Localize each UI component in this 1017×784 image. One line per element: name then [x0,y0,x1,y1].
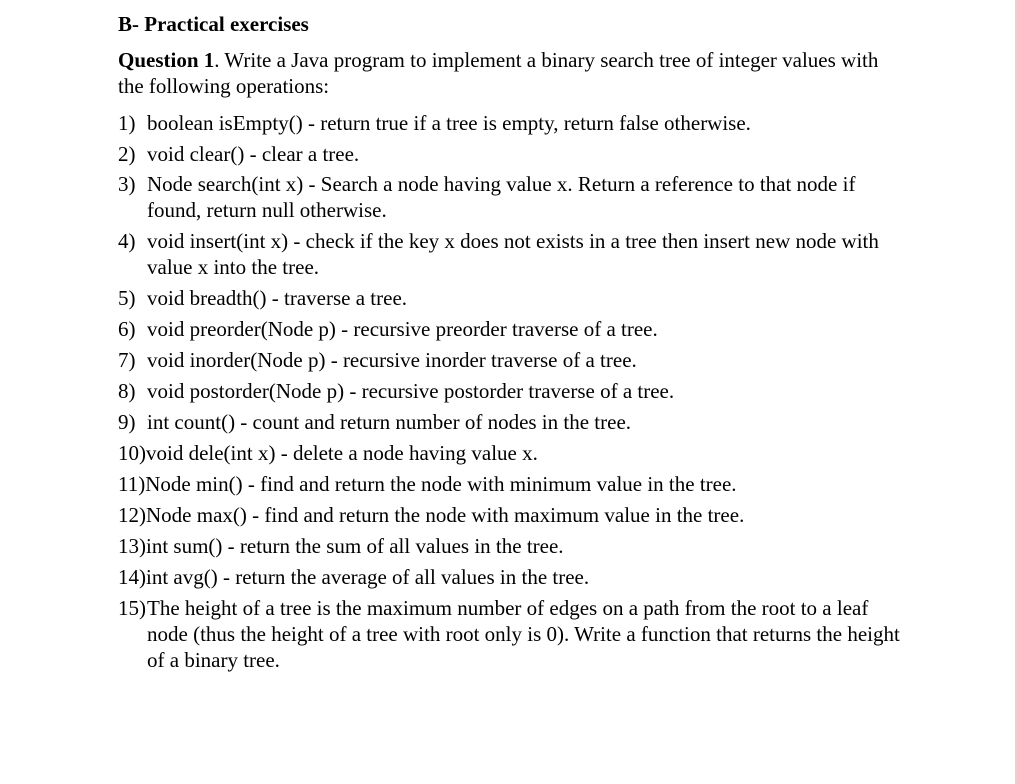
list-item [118,141,359,167]
question-intro [118,47,898,99]
list-item-text: void preorder(Node p) - recursive preorder traverse of a tree. [147,317,658,341]
list-item-number: 13) [118,534,146,558]
list-item [118,564,589,590]
list-item-number: 3) [118,172,136,196]
list-item [118,502,744,528]
list-item-number: 12) [118,503,146,527]
list-item-text: boolean isEmpty() - return true if a tree is empty, return false otherwise. [147,111,751,135]
list-item-text: Node search(int x) - Search a node having value x. Return a reference to that node if found, return null otherwise. [147,172,856,222]
list-item [118,316,658,342]
list-item [118,409,631,435]
list-item-text: The height of a tree is the maximum number of edges on a path from the root to a leaf node (thus the height of a tree with root only is 0). Write a function that returns the height of a binary tree. [147,596,900,672]
list-item-number: 5) [118,286,136,310]
list-item-text: void dele(int x) - delete a node having value x. [146,441,538,465]
list-item-text: void breadth() - traverse a tree. [147,286,408,310]
list-item [118,347,637,373]
list-item [118,110,751,136]
list-item-number: 6) [118,317,136,341]
list-item-text: void clear() - clear a tree. [147,142,360,166]
list-item-number: 7) [118,348,136,372]
list-item [118,228,888,280]
list-item-number: 11) [118,472,146,496]
list-item-number: 2) [118,142,136,166]
list-item-text: void insert(int x) - check if the key x does not exists in a tree then insert new node with value x into the tree. [147,229,879,279]
list-item [118,471,737,497]
list-item [118,285,407,311]
list-item-text: void inorder(Node p) - recursive inorder traverse of a tree. [147,348,637,372]
list-item-number: 4) [118,229,136,253]
list-item-number: 15) [118,596,146,620]
list-item [118,171,888,223]
list-item-text: void postorder(Node p) - recursive postorder traverse of a tree. [147,379,675,403]
list-item-text: int count() - count and return number of nodes in the tree. [147,410,632,434]
list-item [118,595,908,673]
list-item-number: 14) [118,565,146,589]
question-text: . Write a Java program to implement a binary search tree of integer values with the following operations: [118,48,879,98]
list-item-number: 1) [118,111,136,135]
list-item-number: 8) [118,379,136,403]
list-item-text: int avg() - return the average of all values in the tree. [146,565,590,589]
list-item [118,440,538,466]
list-item [118,378,674,404]
list-item [118,533,564,559]
section-title: B- Practical exercises [118,12,309,36]
list-item-number: 10) [118,441,146,465]
list-item-text: Node min() - find and return the node with minimum value in the tree. [145,472,737,496]
question-label: Question 1 [118,48,215,72]
list-item-number: 9) [118,410,136,434]
list-item-text: int sum() - return the sum of all values in the tree. [146,534,564,558]
list-item-text: Node max() - find and return the node with maximum value in the tree. [146,503,745,527]
